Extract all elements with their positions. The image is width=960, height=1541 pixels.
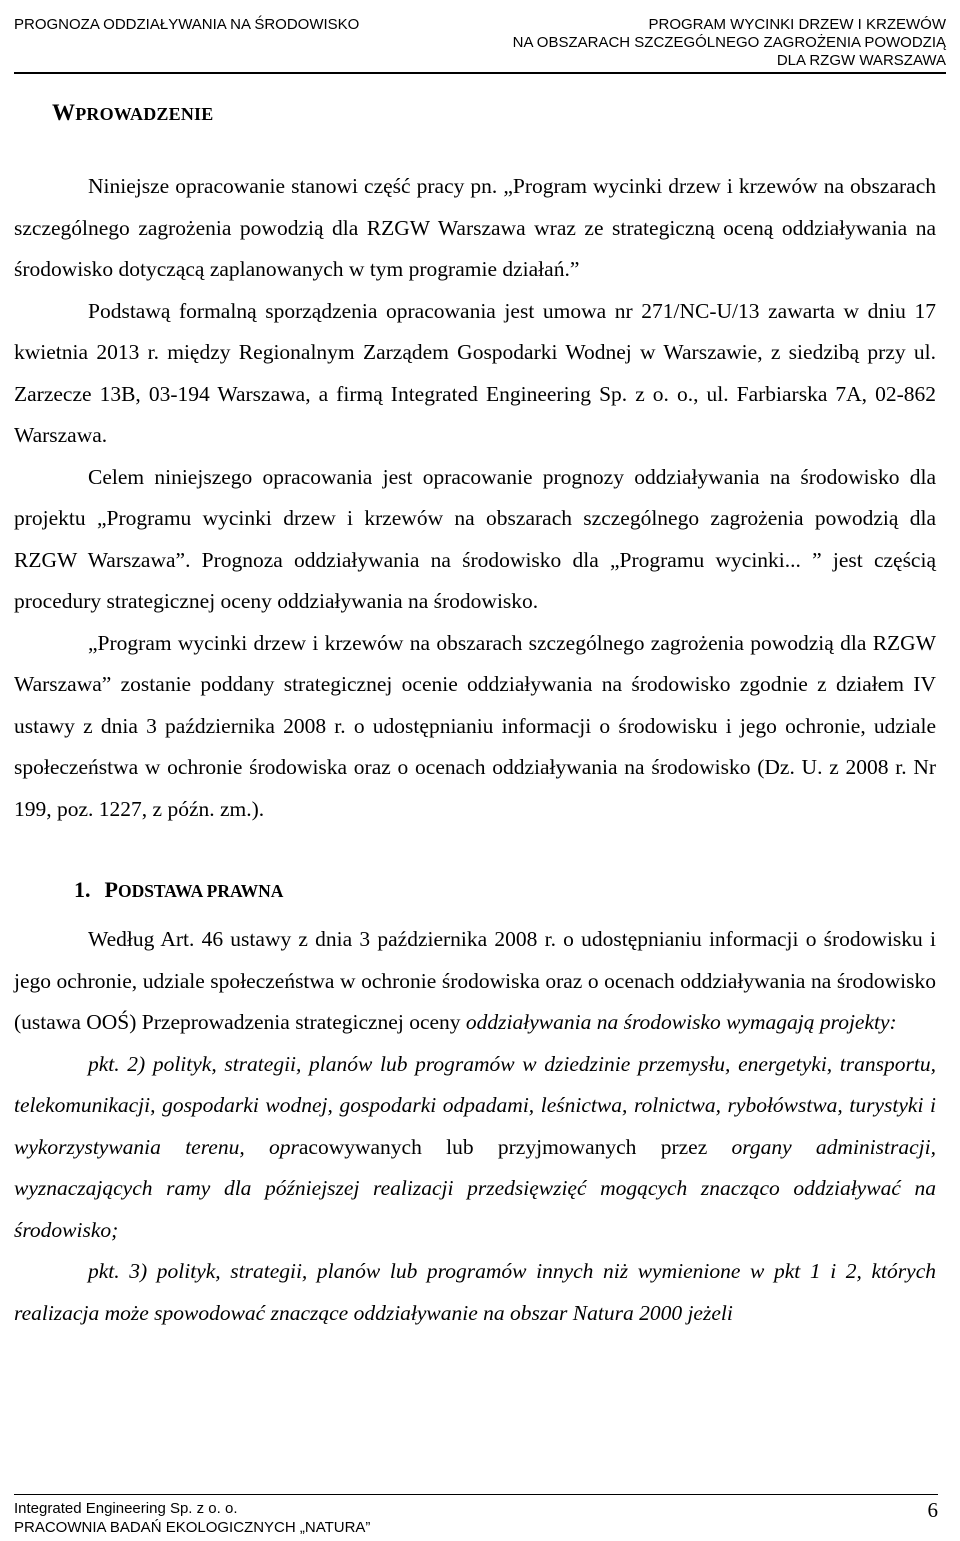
section-1-point-3: pkt. 3) polityk, strategii, planów lub programów innych niż wymienione w pkt 1 i 2, których realizacja może spowodować znaczące oddziaływanie na obszar Natura 2000 jeżeli — [14, 1259, 936, 1325]
section-1-heading — [14, 868, 936, 913]
intro-paragraph-3: Celem niniejszego opracowania jest opracowanie prognozy oddziaływania na środowisko dla projektu „Programu wycinki drzew i krzewów na obszarach szczególnego zagrożenia powodzią dla RZGW Warszawa”. Prognoza oddziaływania na środowisko dla „Programu wycinki... ” jest częścią procedury strategicznej oceny oddziaływania na środowisko. — [14, 464, 936, 613]
footer-lab: PRACOWNIA BADAŃ EKOLOGICZNYCH „NATURA” — [14, 1519, 371, 1536]
header-right-line-3: DLA RZGW WARSZAWA — [776, 52, 946, 69]
intro-paragraph-1: Niniejsze opracowanie stanowi część pracy pn. „Program wycinki drzew i krzewów na obszarach szczególnego zagrożenia powodzią dla RZGW Warszawa wraz ze strategiczną oceną oddziaływania na środowisko dotyczącą zaplanowanych w tym programie działań.” — [14, 174, 936, 281]
page-number: 6 — [927, 1498, 938, 1522]
section-1-point-2 — [14, 1044, 936, 1252]
section-1-paragraph-text: Według Art. 46 ustawy z dnia 3 października 2008 r. o udostępnianiu informacji o środowisku i jego ochronie, udziale społeczeństwa w ochronie środowiska oraz o ocenach oddziaływania na środowisko (ustawa OOŚ) Przeprowadzenia strategicznej oceny — [14, 927, 936, 1034]
point-2-text-c: organy administracji, wyznaczających ramy dla późniejszej realizacji przedsięwzięć mogących znacząco oddziaływać na środowisko; — [14, 1134, 936, 1242]
header-right-line-2: NA OBSZARACH SZCZEGÓLNEGO ZAGROŻENIA POWODZIĄ — [512, 34, 946, 51]
footer-company: Integrated Engineering Sp. z o. o. — [14, 1500, 238, 1517]
intro-paragraph-2: Podstawą formalną sporządzenia opracowania jest umowa nr 271/NC-U/13 zawarta w dniu 17 kwietnia 2013 r. między Regionalnym Zarządem Gospodarki Wodnej w Warszawie, z siedzibą przy ul. Zarzecze 13B, 03-194 Warszawa, a firmą Integrated Engineering Sp. z o. o., ul. Farbiarska 7A, 02-862 Warszawa. — [14, 298, 936, 447]
section-1-heading-initial: P — [104, 877, 118, 902]
intro-heading — [14, 86, 936, 126]
page-header — [14, 10, 946, 74]
intro-paragraph-4: „Program wycinki drzew i krzewów na obszarach szczególnego zagrożenia powodzią dla RZGW Warszawa” zostanie poddany strategicznej ocenie oddziaływania na środowisko zgodnie z działem IV ustawy z dnia 3 października 2008 r. o udostępnianiu informacji o środowisku i jego ochronie, udziale społeczeństwa w ochronie środowiska oraz o ocenach oddziaływania na środowisko (Dz. U. z 2008 r. Nr 199, poz. 1227, z późn. zm.). — [14, 630, 936, 821]
header-right-line-1: PROGRAM WYCINKI DRZEW I KRZEWÓW — [648, 16, 946, 33]
section-1-number: 1. — [74, 877, 91, 902]
section-1-heading-word-1: ODSTAWA — [117, 881, 207, 901]
intro-heading-rest: PROWADZENIE — [75, 104, 214, 124]
section-1-heading-word-2: PRAWNA — [206, 881, 284, 901]
point-2-text-a: pkt. 2) polityk, strategii, planów lub programów w dziedzinie przemysłu, energetyki, transportu, telekomunikacji, gospodarki wodnej, gospodarki odpadami, leśnictwa, rolnictwa, rybołówstwa, turystyki i wykorzystywania terenu, opr — [14, 1051, 936, 1159]
document-body — [14, 86, 936, 1334]
header-right-title — [513, 16, 946, 70]
header-left-title: PROGNOZA ODDZIAŁYWANIA NA ŚRODOWISKO — [14, 16, 360, 33]
section-1-paragraph — [14, 919, 936, 1044]
intro-heading-initial: W — [52, 100, 76, 125]
page-footer — [14, 1494, 938, 1537]
point-2-text-b: acowywanych lub przyjmowanych przez — [298, 1134, 708, 1159]
section-1-paragraph-italic: oddziaływania na środowisko wymagają projekty: — [465, 1010, 897, 1034]
